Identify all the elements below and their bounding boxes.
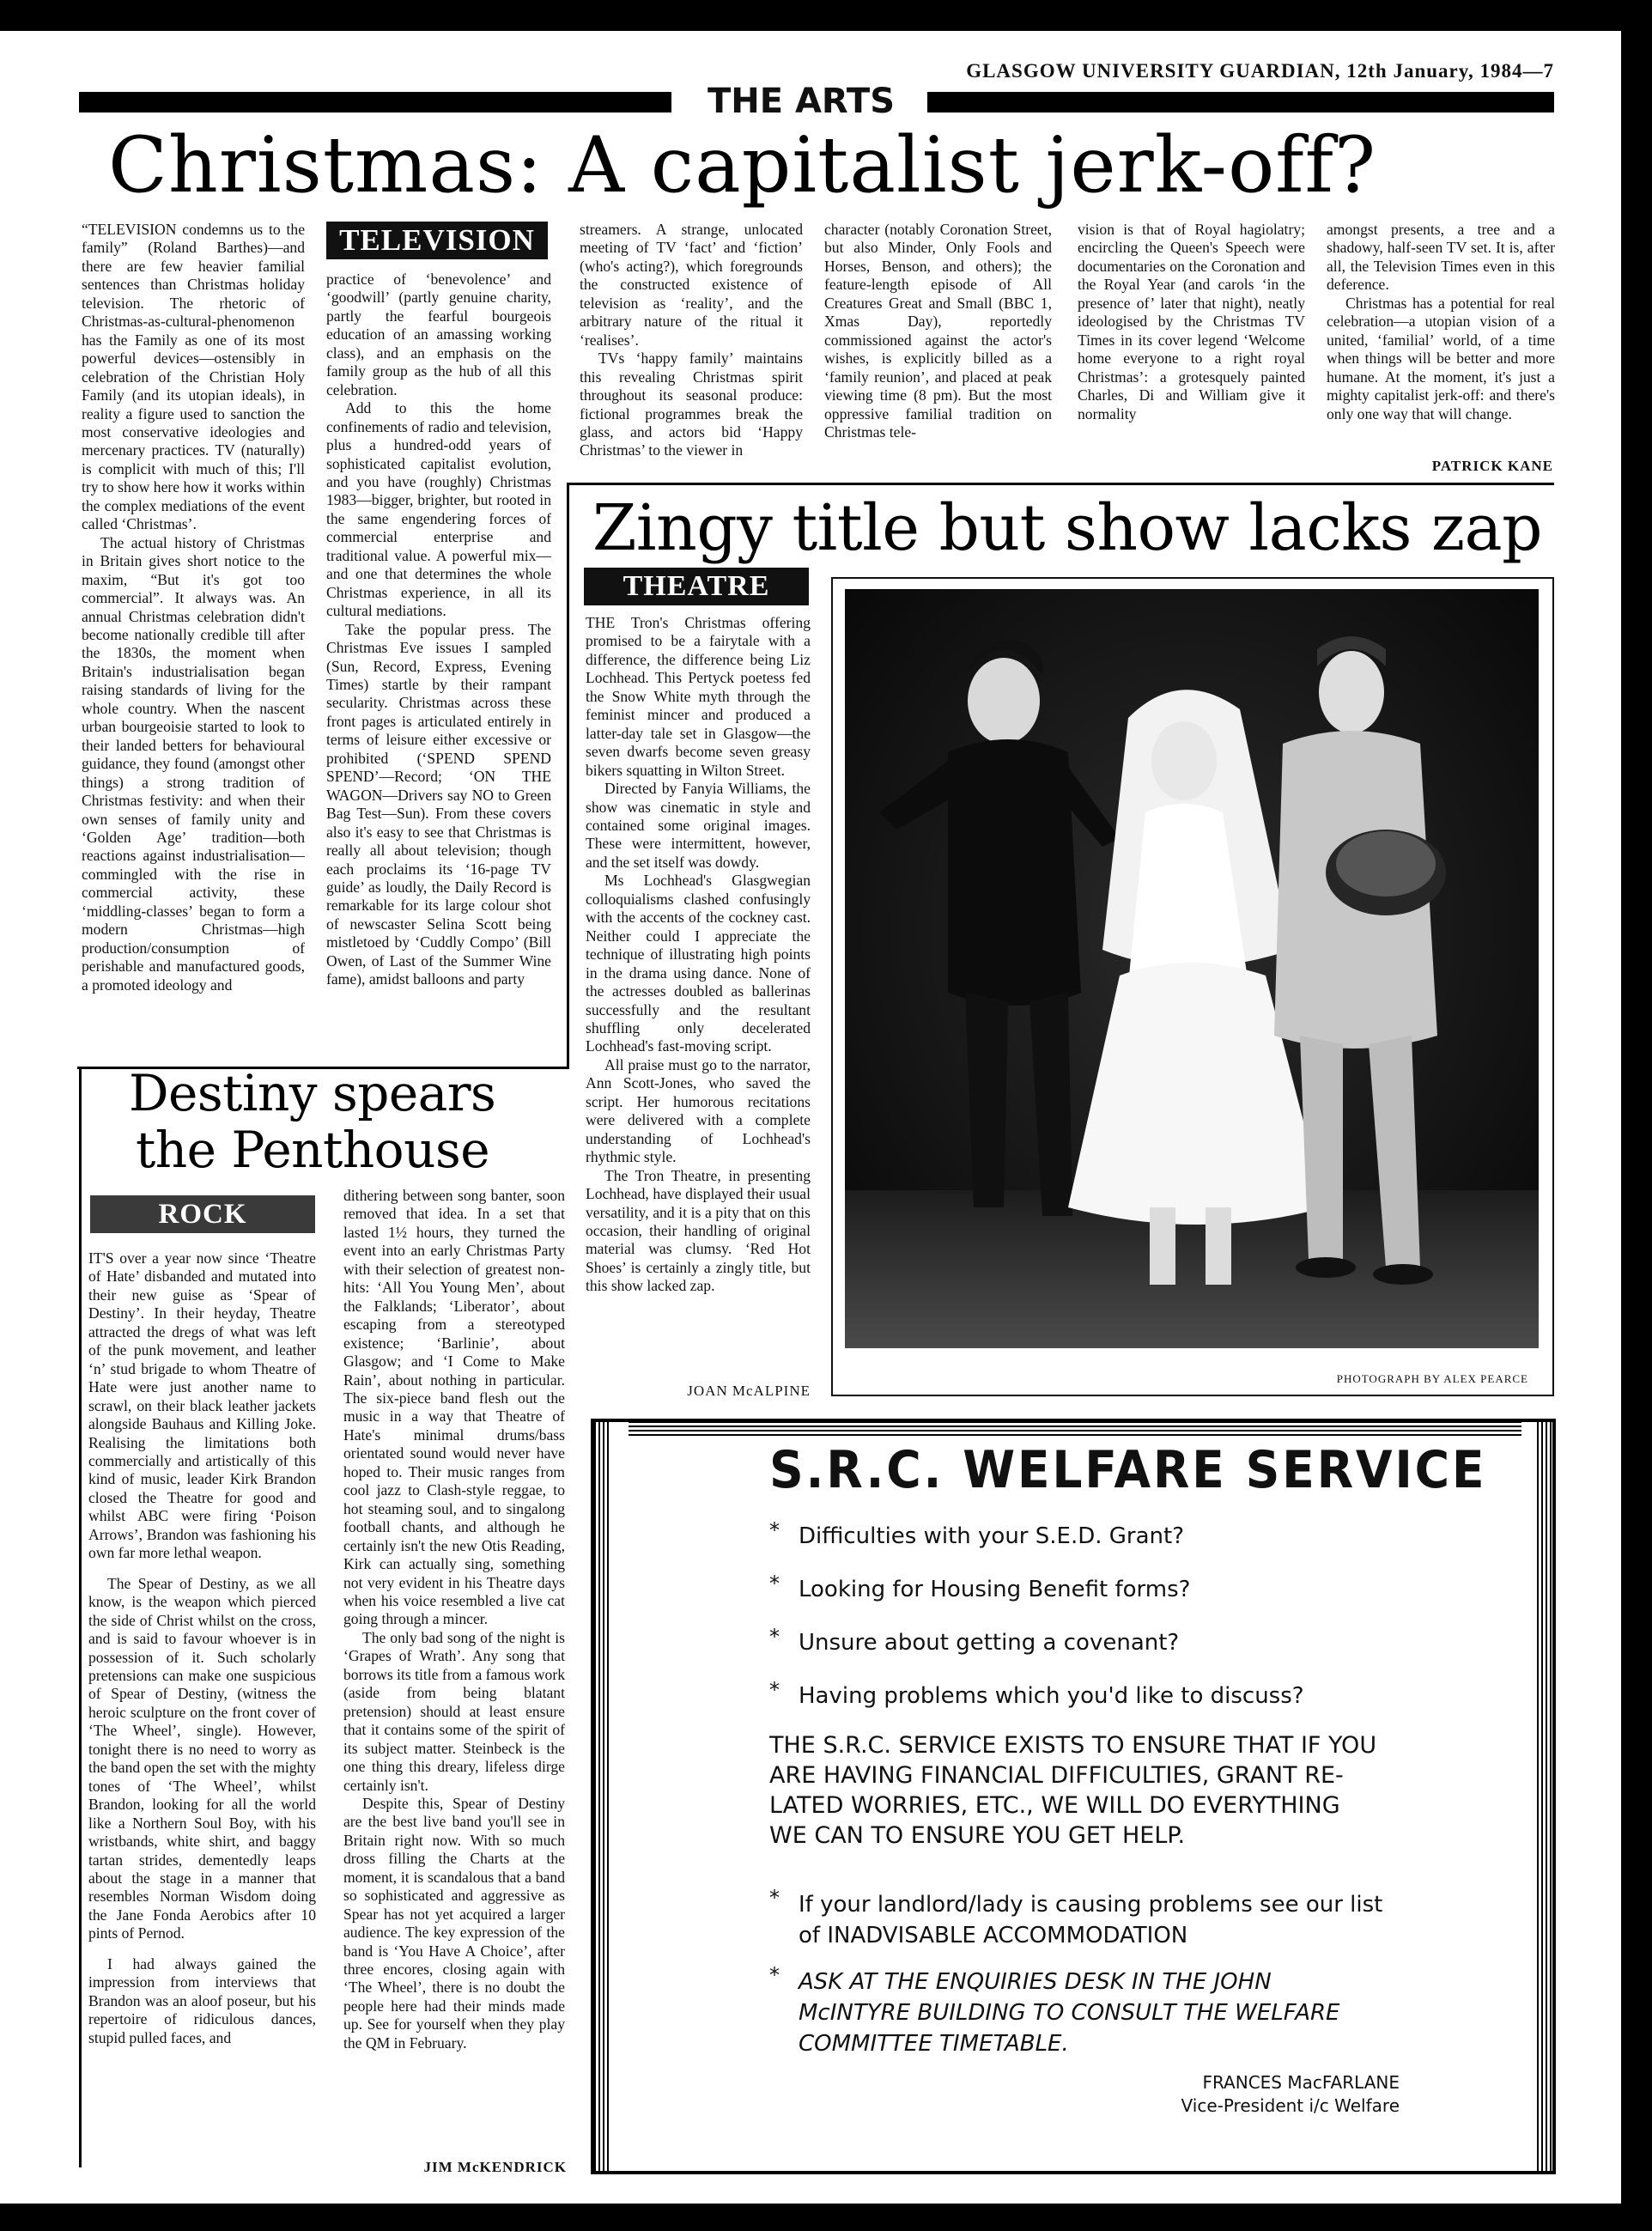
advert-bullet-4: Having problems which you'd like to discuss? [799, 1683, 1304, 1709]
top-scan-border [0, 0, 1652, 31]
tv-col1-para2: The actual history of Christmas in Britain gives short notice to the maxim, “But it's got too commercial”. It always was. An annual Christmas celebration didn't become nationally credible till after the 1830s, the moment when Britain's industrialisation began raising standards of living for the whole country. When the nascent urban bourgeoisie started to look to their landed betters for behavioural guidance, they found (amongst other things) a strong tradition of Christmas festivity: and when their own senses of family unity and ‘Golden Age’ tradition—both reactions against industrialisation—commingled with the rise in commercial activity, these ‘middling-classes’ began to form a modern Christmas—high production/consumption of perishable and manufactured goods, a promoted ideology and [82, 533, 305, 994]
rock-column-2 [343, 1187, 565, 2153]
tv-col2-para3: Take the popular press. The Christmas Eve issues I sampled (Sun, Record, Express, Evening Times) startle by their rampant secularity. Christmas across these front pages is articulated entirely in terms of leisure either excessive or prohibited (‘SPEND SPEND SPEND’—Record; ‘ON THE WAGON—Drivers say NO to Green Bag Test—Sun). From these covers also it's easy to see that Christmas is really all about television; though each proclaims its ‘16-page TV guide’ as loudly, the Daily Record is remarkable for its large colour shot of newscaster Selina Scott being mistletoed by ‘Cuddly Compo’ (Bill Owen, of Last of the Summer Wine fame), amidst balloons and party [326, 620, 551, 988]
advert-landlord-line-2: of INADVISABLE ACCOMMODATION [799, 1923, 1188, 1948]
tv-col6-para2: Christmas has a potential for real celebration—a utopian vision of a united, ‘familial’ world, of a time when things will be better and more humane. At the moment, it's just a mighty capitalist jerk-off: and there's only one way that will change. [1327, 294, 1555, 422]
advert-landlord-line-1: If your landlord/lady is causing problems see our list [799, 1892, 1383, 1918]
bullet-star-1: * [769, 1518, 780, 1542]
theatre-para3: Ms Lochhead's Glasgwegian colloquialisms clashed confusingly with the accents of the cockney cast. Neither could I appreciate the technique of illustrating high points in the drama using dance. None of the actresses doubled as ballerinas successfully and the resultant shuffling only decelerated Lochhead's fast-moving script. [586, 872, 811, 1055]
theatre-left-rule [567, 483, 569, 1067]
section-bar-right [927, 92, 1554, 112]
theatre-byline: JOAN McALPINE [687, 1383, 811, 1399]
rock-headline-line2: the Penthouse [136, 1121, 490, 1179]
rock-col2-para2: The only bad song of the night is ‘Grapes of Wrath’. Any song that borrows its title from a famous work (aside from being blatant pretension) should at least ensure that it contains some of the spirit of its subject matter. Steinbeck is the one thing this dreary, lifeless dirge certainly isn't. [343, 1628, 565, 1794]
bullet-star-6: * [769, 1963, 780, 1987]
tv-column-4 [824, 221, 1052, 470]
rock-col1-para1: IT'S over a year now since ‘Theatre of Hate’ disbanded and mutated into their new guise as ‘Spear of Destiny’. In their heyday, Theatre attracted the dregs of what was left of the punk movement, and leather ‘n’ stud brigade to whom Theatre of Hate were just another name to scrawl, on their black leather jackets alongside Bauhaus and Killing Joke. Realising the limitations both commercially and artistically of this kind of music, leader Kirk Brandon closed the Theatre for good and whilst ABC were firing ‘Poison Arrows’, Brandon was fashioning his own far more lethal weapon. [88, 1249, 316, 1562]
advert-signatory: FRANCES MacFARLANE [1202, 2072, 1400, 2093]
advert-enquiries-line-3: COMMITTEE TIMETABLE. [799, 2031, 1069, 2057]
rock-col2-para3: Despite this, Spear of Destiny are the best live band you'll see in Britain right now. With so much dross filling the Charts at the moment, it is scandalous that a band so sophisticated and aggressive as Spear has not yet acquired a larger audience. The key expression of the band is ‘You Have A Choice’, after three encores, closing again with ‘The Wheel’, there is no doubt the people here had their minds made up. See for yourself when they play the QM in February. [343, 1794, 565, 2052]
bullet-star-2: * [769, 1571, 780, 1596]
advert-enquiries-line-1: ASK AT THE ENQUIRIES DESK IN THE JOHN [799, 1969, 1272, 1995]
tv-column-6 [1327, 221, 1555, 453]
bullet-star-4: * [769, 1678, 780, 1702]
theatre-tag: THEATRE [584, 568, 809, 605]
advert-body-line-4: WE CAN TO ENSURE YOU GET HELP. [769, 1822, 1186, 1849]
theatre-photo [845, 589, 1539, 1348]
theatre-photo-frame [831, 577, 1554, 1396]
advert-enquiries-line-2: McINTYRE BUILDING TO CONSULT THE WELFARE [799, 2000, 1340, 2026]
rock-column-1 [88, 1249, 316, 2173]
advert-body-line-2: ARE HAVING FINANCIAL DIFFICULTIES, GRANT RE- [769, 1762, 1344, 1789]
tv-col3-para2: TVs ‘happy family’ maintains this revealing Christmas spirit throughout its seasonal produce: fictional programmes break the glass, and actors bid ‘Happy Christmas’ to the viewer in [580, 350, 803, 459]
theatre-headline: Zingy title but show lacks zap [592, 491, 1542, 565]
tv-column-1 [82, 221, 305, 1079]
advert-bullet-1: Difficulties with your S.E.D. Grant? [799, 1523, 1185, 1549]
bullet-star-5: * [769, 1886, 780, 1910]
photo-credit: PHOTOGRAPH BY ALEX PEARCE [1336, 1372, 1528, 1385]
tv-col4-para1: character (notably Coronation Street, but also Minder, Only Fools and Horses, Benson, and others); the feature-length episode of All Creatures Great and Small (BBC 1, Xmas Day), reportedly commissioned against the actor's wishes, is explicitly billed as a ‘family reunion’, and placed at peak viewing time (8 pm). But the most oppressive familial tradition on Christmas tele- [824, 221, 1052, 441]
bullet-star-3: * [769, 1625, 780, 1649]
advert-body-line-1: THE S.R.C. SERVICE EXISTS TO ENSURE THAT IF YOU [769, 1732, 1377, 1759]
tv-column-2 [326, 271, 551, 1085]
advert-bullet-2: Looking for Housing Benefit forms? [799, 1577, 1191, 1602]
rock-headline-line1: Destiny spears [129, 1064, 496, 1122]
rock-tag: ROCK [90, 1195, 315, 1233]
main-headline: Christmas: A capitalist jerk-off? [108, 120, 1377, 210]
tv-col6-para1: amongst presents, a tree and a shadowy, half-seen TV set. It is, after all, the Television Times even in this deference. [1327, 221, 1555, 294]
rock-col1-para3: I had always gained the impression from interviews that Brandon was an aloof poseur, but his repertoire of ridiculous dances, stupid pulled faces, and [88, 1954, 316, 2046]
advert-title: S.R.C. WELFARE SERVICE [769, 1440, 1487, 1500]
advert-bullet-3: Unsure about getting a covenant? [799, 1630, 1180, 1656]
theatre-para4: All praise must go to the narrator, Ann Scott-Jones, who saved the script. Her humorous recitations were delivered with a complete understanding of Lochhead's rhythmic style. [586, 1055, 811, 1166]
theatre-para5: The Tron Theatre, in presenting Lochhead, have displayed their usual versatility, and it is a pity that on this occasion, their handling of original material was clumsy. ‘Red Hot Shoes’ is certainly a zingly title, but this show lacked zap. [586, 1166, 811, 1295]
section-bar-left [79, 92, 671, 112]
rock-col2-para1: dithering between song banter, soon removed that idea. In a set that lasted 1½ hours, they turned the event into an early Christmas Party with their selection of greatest non-hits: ‘All You Young Men’, about the Falklands; ‘Liberator’, about escaping from a stereotyped existence; ‘Barlinie’, about Glasgow; and ‘I Come to Make Rain’, about nothing in particular. The six-piece band flesh out the music in a way that Theatre of Hate's minimal drums/bass orientated sound would never have hoped to. Their music ranges from cool jazz to Clash-style reggae, to hot steaming soul, and to singalong football chants, and although he certainly isn't the new Otis Reading, Kirk can actually sing, something not very evident in his Theatre days when his voice resembled a live cat going through a mincer. [343, 1187, 565, 1628]
right-scan-border [1621, 0, 1652, 2231]
advert-body-line-3: LATED WORRIES, ETC., WE WILL DO EVERYTHING [769, 1792, 1340, 1819]
theatre-para1: THE Tron's Christmas offering promised to be a fairytale with a difference, the difference being Liz Lochhead. This Pertyck poetess fed the Snow White myth through the feminist mincer and produced a latter-day tale set in Glasgow—the seven dwarfs become seven greasy bikers squatting in Wilton Street. [586, 614, 811, 779]
section-title: THE ARTS [707, 82, 896, 121]
rock-col1-para2: The Spear of Destiny, as we all know, is the weapon which pierced the side of Christ whilst on the cross, and is said to favour whoever is in possession of it. Such scholarly pretensions can make one suspicious of Spear of Destiny, (witness the heroic sculpture on the front cover of ‘The Wheel’, single). However, tonight there is no need to worry as the band open the set with the mighty tones of ‘The Wheel’, whilst Brandon, looking for all the world like a Northern Soul Boy, with his wristbands, white shirt, and baggy tartan strides, dementedly leaps about the stage in a manner that resembles Norman Wisdom doing the Jane Fonda Aerobics after 10 pints of Pernod. [88, 1574, 316, 1942]
bottom-scan-border [0, 2204, 1652, 2231]
advert-border-left-hatch [594, 1422, 610, 2171]
theatre-para2: Directed by Fanyia Williams, the show was cinematic in style and contained some original images. These were intermittent, however, and the set itself was dowdy. [586, 780, 811, 871]
tv-col1-para1: “TELEVISION condemns us to the family” (Roland Barthes)—and there are few heavier familial sentences than Christmas holiday television. The rhetoric of Christmas-as-cultural-phenomenon has the Family as one of its most powerful devices—ostensibly in celebration of the Christian Holy Family (and its utopian ideals), in reality a figure used to sanction the most conservative ideologies and mercenary practices. TV (naturally) is complicit with much of this; I'll try to show here how it works within the complex mediations of the event called ‘Christmas’. [82, 221, 305, 533]
advert-border-top-hatch [629, 1422, 1521, 1436]
tv-col2-para1: practice of ‘benevolence’ and ‘goodwill’ (partly genuine charity, partly the fearful bourgeois education of an amassing working class), and an emphasis on the family group as the hub of all this celebration. [326, 271, 551, 398]
tv-column-5 [1078, 221, 1305, 470]
tv-col3-para1: streamers. A strange, unlocated meeting of TV ‘fact’ and ‘fiction’ (who's acting?), which foregrounds the constructed existence of television as ‘reality’, and the arbitrary nature of the ritual it ‘realises’. [580, 221, 803, 349]
running-head: GLASGOW UNIVERSITY GUARDIAN, 12th January, 1984—7 [966, 60, 1554, 82]
tv-byline: PATRICK KANE [1431, 458, 1553, 474]
theatre-body [586, 614, 811, 1370]
television-tag: TELEVISION [326, 222, 548, 259]
theatre-top-rule [567, 483, 1554, 485]
rock-byline: JIM McKENDRICK [423, 2159, 567, 2175]
advert-signatory-role: Vice-President i/c Welfare [1181, 2095, 1400, 2116]
advert-border-right-hatch [1537, 1422, 1552, 2171]
tv-col5-para1: vision is that of Royal hagiolatry; encircling the Queen's Speech were documentaries on the Coronation and the Royal Year (and carols ‘in the presence of’ later that night), neatly ideologised by the Christmas TV Times in its cover legend ‘Welcome home everyone to a right royal Christmas’: a grotesquely painted Charles, Di and William give it normality [1078, 221, 1305, 422]
tv-column-3 [580, 221, 803, 470]
tv-col2-para2: Add to this the home confinements of radio and television, plus a hundred-odd years of sophisticated capitalist evolution, and you have (roughly) Christmas 1983—bigger, brighter, but rooted in the same engendering forces of commercial enterprise and traditional value. A powerful mix—and one that determines the whole Christmas experience, in all its cultural mediations. [326, 399, 551, 620]
rock-left-rule [79, 1068, 82, 2167]
